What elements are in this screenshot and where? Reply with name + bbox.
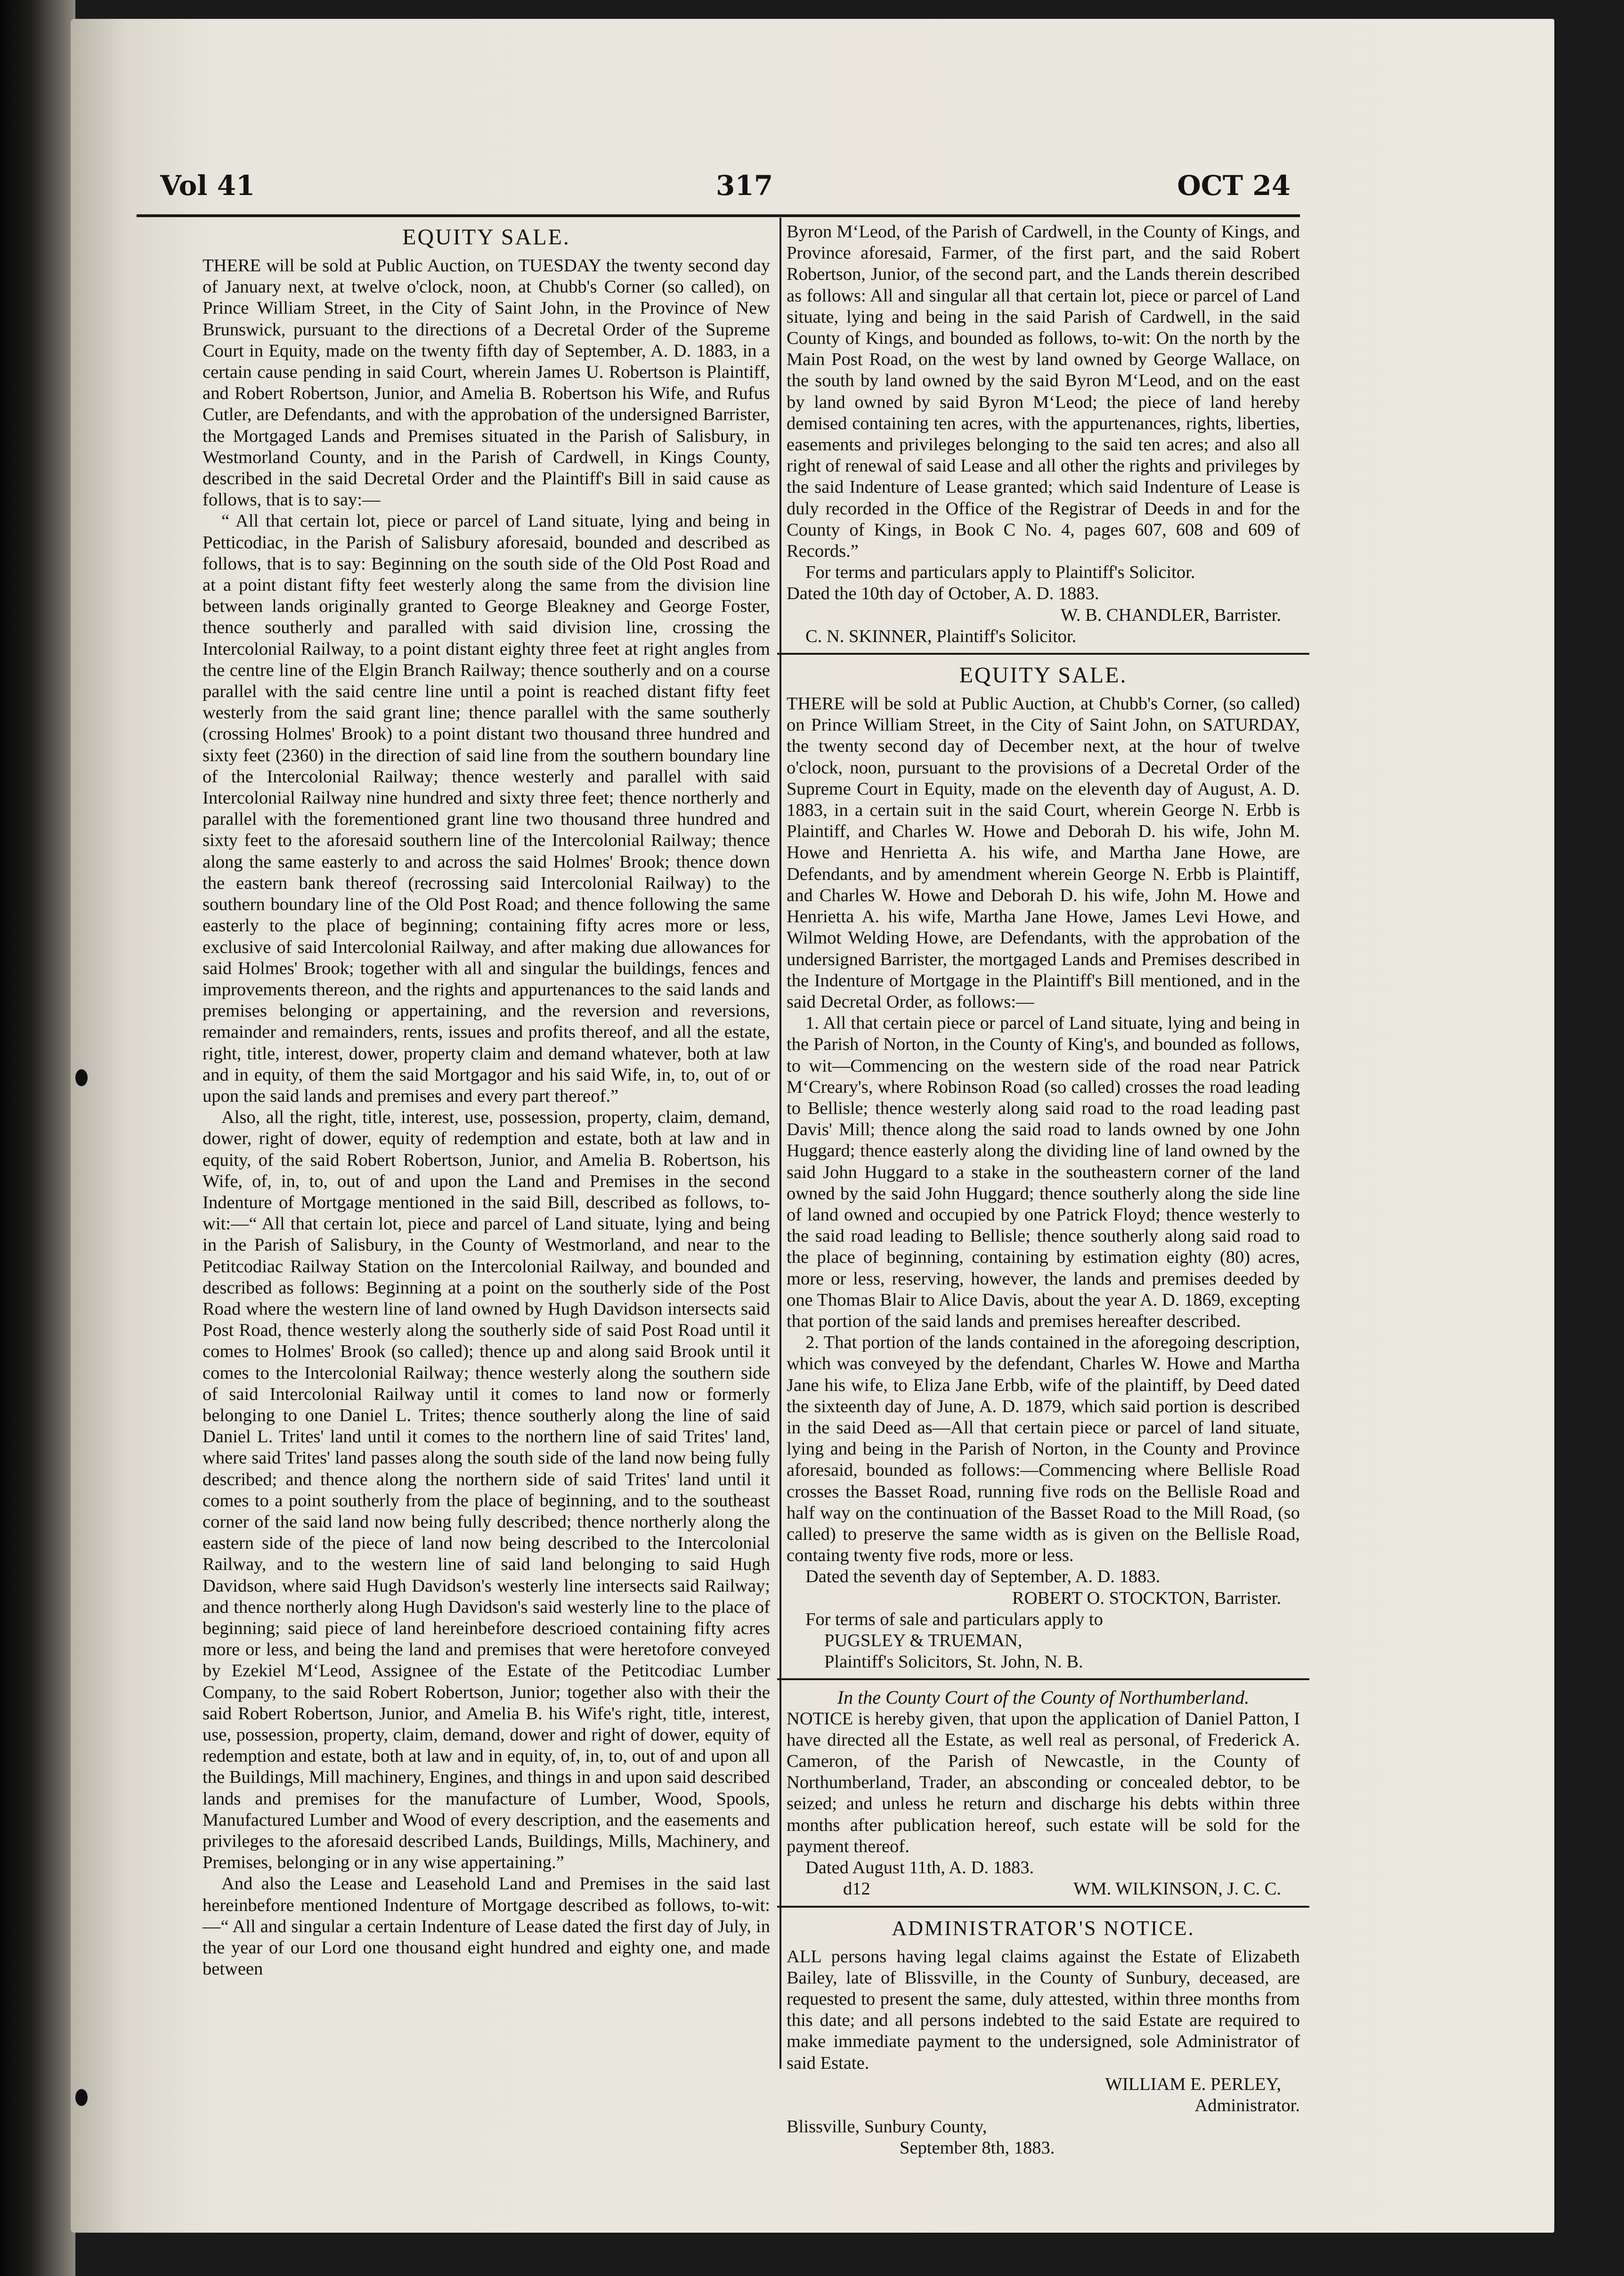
equity-sale-2-intro: THERE will be sold at Public Auction, at Chubb's Corner, (so called) on Prince William Street, in the City of Saint John, on SATURDAY, the twenty second day of December next, at the hour of twelve o'clock, noon, pursuant to the provisions of a Decretal Order of the Supreme Court in Equity, made on the eleventh day of August, A. D. 1883, in a certain suit in the said Court, wherein George N. Erbb is Plaintiff, and Charles W. Howe and Deborah D. his wife, John M. Howe and Henrietta A. his wife, and Martha Jane Howe, are Defendants, and by amendment wherein George N. Erbb is Plaintiff, and Charles W. Howe and Deborah D. his wife, John M. Howe and Henrietta A. his wife, Martha Jane Howe, James Levi Howe, and Wilmot Welding Howe, are Defendants, with the approbation of the undersigned Barrister, the mortgaged Lands and Premises described in the Indenture of Mortgage in the Plaintiff's Bill mentioned, and in the said Decretal Order, as follows:— (787, 694, 1300, 1012)
barrister-signature: W. B. CHANDLER, Barrister. (1060, 605, 1281, 625)
equity-sale-2-item-2: 2. That portion of the lands contained in the aforegoing description, which was conveyed by the defendant, Charles W. Howe and Martha Jane his wife, to Eliza Jane Erbb, wife of the plaintiff, by Deed dated the sixteenth day of June, A. D. 1879, which said portion is described in the said Deed as—All that certain piece or parcel of land situate, lying and being in the Parish of Norton, in the County and Province aforesaid, bounded as follows:—Commencing where Bellisle Road crosses the Basset Road, running five rods on the Bellisle Road and half way on the continuation of the Basset Road to the Mill Road, (so called) to preserve the same width as is given on the Bellisle Road, containg twenty five rods, more or less. (787, 1333, 1300, 1566)
section-rule (777, 1678, 1309, 1680)
right-column (787, 221, 1300, 2158)
county-court-heading: In the County Court of the County of Northumberland. (837, 1687, 1250, 1708)
lease-continuation: Byron M‘Leod, of the Parish of Cardwell, in the County of Kings, and Province aforesaid, Farmer, of the first part, and the said Robert Robertson, Junior, of the second part, and the Lands therein described as follows: All and singular all that certain lot, piece or parcel of Land situate, lying and being in the said Parish of Cardwell, in the said County of Kings, and bounded as follows, to-wit: On the north by the Main Post Road, on the west by land owned by George Wallace, on the south by land owned by the said Byron M‘Leod, and on the east by land owned by said Byron M‘Leod; the piece of land hereby demised containing ten acres, with the appurtenances, rights, liberties, easements and privileges belonging to the said ten acres; and also all right of renewal of said Lease and all other the rights and privileges by the said Indenture of Lease granted; which said Indenture of Lease is duly recorded in the Office of the Registrar of Deeds in and for the County of Kings, in Book C No. 4, pages 607, 608 and 609 of Records.” (787, 222, 1300, 561)
notice-code: d12 (843, 1879, 870, 1899)
equity-sale-title-2: EQUITY SALE. (959, 663, 1128, 688)
section-rule (777, 1906, 1309, 1908)
equity-sale-title: EQUITY SALE. (402, 225, 570, 250)
binding-hole (75, 1069, 88, 1086)
administrator-date: September 8th, 1883. (900, 2138, 1055, 2158)
judge-signature: WM. WILKINSON, J. C. C. (1073, 1879, 1281, 1899)
dated-line: Dated the 10th day of October, A. D. 1883. (787, 584, 1099, 604)
left-column (203, 221, 770, 2058)
column-divider (780, 218, 781, 2069)
header-rule (137, 214, 1300, 217)
administrator-role: Administrator. (1194, 2096, 1300, 2116)
solicitor-signature: C. N. SKINNER, Plaintiff's Solicitor. (805, 626, 1077, 646)
equity-sale-2-dated: Dated the seventh day of September, A. D. 1883. (805, 1567, 1161, 1587)
equity-sale-2-barrister: ROBERT O. STOCKTON, Barrister. (1012, 1588, 1281, 1608)
equity-sale-2-terms: For terms of sale and particulars apply to (805, 1609, 1103, 1629)
notice-dated: Dated August 11th, A. D. 1883. (805, 1858, 1034, 1878)
equity-sale-2-firm-address: Plaintiff's Solicitors, St. John, N. B. (824, 1652, 1083, 1672)
administrator-notice-title: ADMINISTRATOR'S NOTICE. (892, 1916, 1195, 1940)
page-number: 317 (716, 170, 773, 202)
volume-label: Vol 41 (160, 170, 255, 202)
equity-sale-intro: THERE will be sold at Public Auction, on TUESDAY the twenty second day of January next, at twelve o'clock, noon, at Chubb's Corner (so called), on Prince William Street, in the City of Saint John, in the Province of New Brunswick, pursuant to the directions of a Decretal Order of the Supreme Court in Equity, made on the twenty fifth day of September, A. D. 1883, in a certain cause pending in said Court, wherein James U. Robertson is Plaintiff, and Robert Robertson, Junior, and Amelia B. Robertson his Wife, and Rufus Cutler, are Defendants, and with the approbation of the undersigned Barrister, the Mortgaged Lands and Premises situated in the Parish of Salisbury, in Westmorland County, and in the Parish of Cardwell, in Kings County, described in the said Decretal Order and the Plaintiff's Bill in said cause as follows, that is to say:— (203, 256, 770, 510)
administrator-name: WILLIAM E. PERLEY, (1105, 2074, 1281, 2094)
equity-sale-2-firm: PUGSLEY & TRUEMAN, (824, 1631, 1023, 1650)
county-court-notice: NOTICE is hereby given, that upon the application of Daniel Patton, I have directed all the Estate, as well real as personal, of Frederick A. Cameron, of the Parish of Newcastle, in the County of Northumberland, Trader, an absconding or concealed debtor, to be seized; and unless he return and discharge his debts within three months after publication hereof, such estate will be sold for the payment thereof. (787, 1708, 1300, 1856)
equity-sale-2-item-1: 1. All that certain piece or parcel of Land situate, lying and being in the Parish of Norton, in the County of King's, and bounded as follows, to wit—Commencing on the western side of the road near Patrick M‘Creary's, where Robinson Road (so called) crosses the road leading to Bellisle; thence westerly along said road to the road leading past Davis' Mill; thence along the said road to lands owned by one John Huggard; thence easterly along the dividing line of land owned by the said John Huggard to a stake in the southeastern corner of the land owned by the said John Huggard; thence southerly along the side line of land owned and occupied by one Patrick Floyd; thence westerly to the said road leading to Bellisle; thence southerly along said road to the place of beginning, containing by estimation eighty (80) acres, more or less, reserving, however, the lands and premises deeded by one Thomas Blair to Alice Davis, about the year A. D. 1869, excepting that portion of the said lands and premises hereafter described. (787, 1013, 1300, 1331)
equity-sale-lease: And also the Lease and Leasehold Land and Premises in the said last hereinbefore mentioned Indenture of Mortgage described as follows, to-wit:—“ All and singular a certain Indenture of Lease dated the first day of July, in the year of our Lord one thousand eight hundred and eighty one, and made between (203, 1874, 770, 1979)
section-rule (777, 653, 1309, 655)
administrator-place: Blissville, Sunbury County, (787, 2117, 987, 2137)
terms-line: For terms and particulars apply to Plaintiff's Solicitor. (805, 562, 1195, 583)
page-header (160, 151, 1291, 221)
binding-hole (75, 2089, 88, 2106)
issue-date: OCT 24 (1177, 170, 1291, 202)
administrator-notice-text: ALL persons having legal claims against the Estate of Elizabeth Bailey, late of Blissville, in the County of Sunbury, deceased, are requested to present the same, duly attested, within three months from this date; and all persons indebted to the said Estate are required to make immediate payment to the undersigned, sole Administrator of said Estate. (787, 1946, 1300, 2073)
equity-sale-lot-description: “ All that certain lot, piece or parcel of Land situate, lying and being in Petticodiac, in the Parish of Salisbury aforesaid, bounded and described as follows, that is to say: Beginning on the south side of the Old Post Road and at a point distant fifty feet westerly along the same from the division line between lands originally granted to George Bleakney and George Foster, thence southerly and paralled with said division line, crossing the Intercolonial Railway, to a point distant eighty three feet at right angles from the centre line of the Elgin Branch Railway; thence southerly and on a course parallel with the said centre line until a point is reached distant fifty feet westerly from the said grant line; thence parallel with the same southerly (crossing Holmes' Brook) to a point distant two thousand three hundred and sixty feet (2360) in the direction of said line from the southern boundary line of the Intercolonial Railway; thence westerly and parallel with said Intercolonial Railway nine hundred and sixty three feet; thence northerly and parallel with the forementioned grant line two thousand three hundred and sixty feet to the aforesaid southern line of the Intercolonial Railway; thence along the same easterly to and across the said Holmes' Brook; thence down the eastern bank thereof (recrossing said Intercolonial Railway) to the southern boundary line of the Old Post Road; and thence following the same easterly to the place of beginning; containing fifty acres more or less, exclusive of said Intercolonial Railway, and after making due allowances for said Holmes' Brook; together with all and singular the buildings, fences and improvements thereon, and the rights and appurtenances to the said lands and premises belonging or appertaining, and the reversion and reversions, remainder and remainders, rents, issues and profits thereof, and all the estate, right, title, interest, dower, property claim and demand whatever, both at law and in equity, of them the said Mortgagor and his said Wife, in, to, out of or upon the said lands and premises and every part thereof.” (203, 511, 770, 1106)
equity-sale-second-mortgage: Also, all the right, title, interest, use, possession, property, claim, demand, dower, right of dower, equity of redemption and estate, both at law and in equity, of the said Robert Robertson, Junior, and Amelia B. Robertson, his Wife, of, in, to, out of and upon the Land and Premises in the second Indenture of Mortgage mentioned in the said Bill, described as follows, to-wit:—“ All that certain lot, piece and parcel of Land situate, lying and being in the Parish of Salisbury, in the County of Westmorland, and near to the Petitcodiac Railway Station on the Intercolonial Railway, and bounded and described as follows: Beginning at a point on the southerly side of the Post Road where the western line of land owned by Hugh Davidson intersects said Post Road, thence westerly along the southerly side of said Post Road until it comes to Holmes' Brook (so called); thence up and along said Brook until it comes to the Intercolonial Railway; thence westerly along the southern side of said Intercolonial Railway until it comes to land now or formerly belonging to one Daniel L. Trites; thence southerly along the line of said Daniel L. Trites' land until it comes to the northern line of said Trites' land, where said Trites' land passes along the south side of the land now being fully described; and thence along the northern side of said Trites' land until it comes to a point southerly from the place of beginning, and to the southeast corner of the said land now being fully described; thence northerly along the eastern side of the piece of land now being described to the Intercolonial Railway, and to the western line of said land belonging to said Hugh Davidson, where said Hugh Davidson's westerly line intersects said Railway; and thence northerly along Hugh Davidson's said westerly line to the place of beginning; said piece of land hereinbefore descrioed containing fifty acres more or less, and being the land and premises that were heretofore conveyed by Ezekiel M‘Leod, Assignee of the Estate of the Petitcodiac Lumber Company, to the said Robert Robertson, Junior; together also with their the said Robert Robertson, Junior, and Amelia B. his Wife's right, title, interest, use, possession, property, claim, demand, dower and right of dower, equity of redemption and estate, both at law and in equity, of, in, to, out of and upon all the Buildings, Mill machinery, Engines, and things in and upon said described lands and premises for the manufacture of Lumber, Wood, Spools, Manufactured Lumber and Wood of every description, and the easements and privileges to the aforesaid described Lands, Buildings, Mills, Machinery, and Premises, belonging or in any wise appertaining.” (203, 1107, 770, 1873)
book-binding-edge (0, 0, 75, 2276)
